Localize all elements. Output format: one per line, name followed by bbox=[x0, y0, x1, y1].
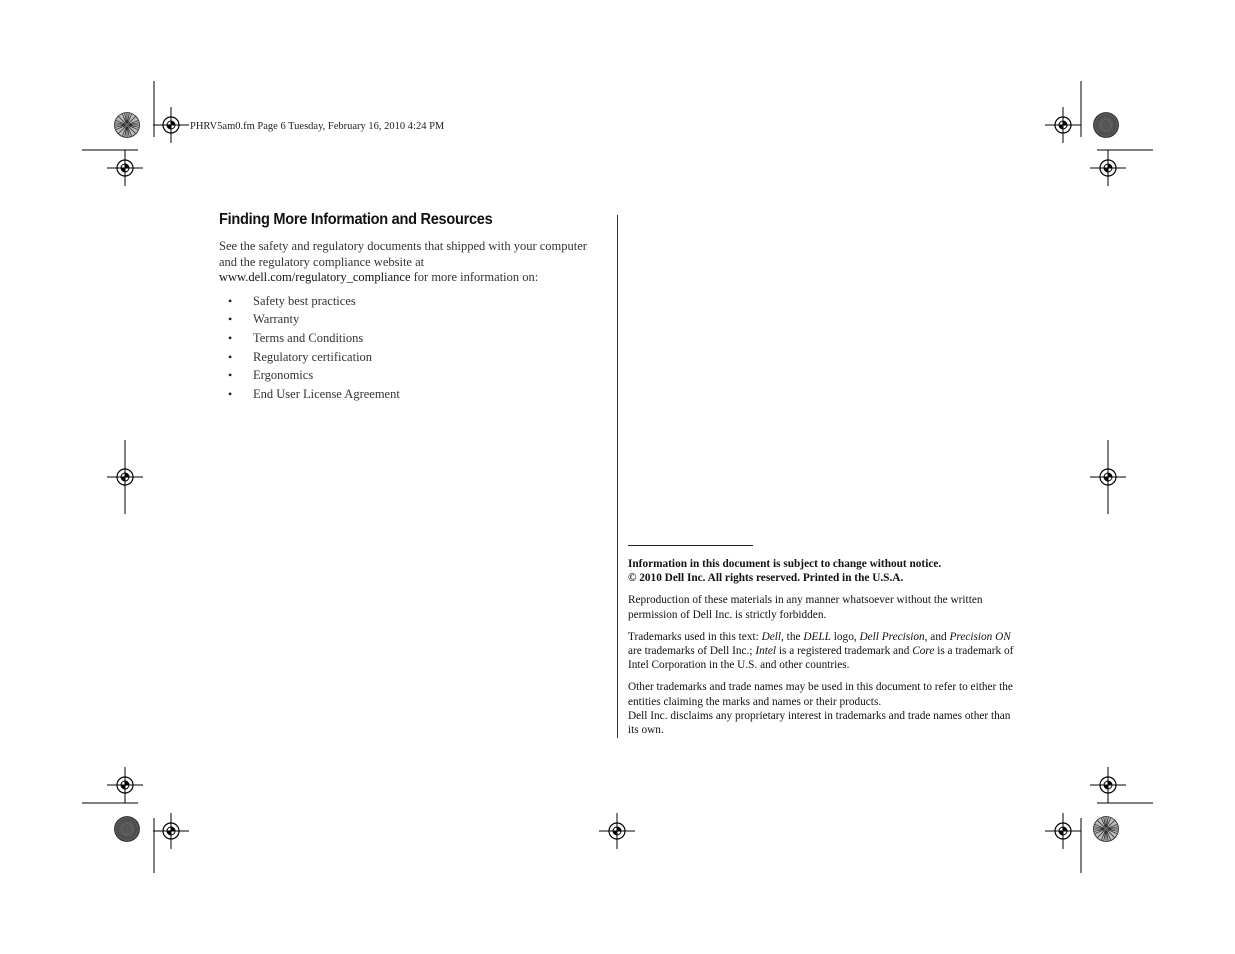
regulatory-compliance-link[interactable]: www.dell.com/regulatory_compliance bbox=[219, 270, 411, 284]
bullet-icon: • bbox=[228, 349, 233, 364]
trademark-notice: Trademarks used in this text: Dell, the DELL logo, Dell Precision, and Precision ON are trademarks of Dell Inc.; Intel is a registered trademark and Core is a trademark of Intel Corporation in the U.S. and other countries. bbox=[628, 630, 1014, 672]
list-item: • Terms and Conditions bbox=[219, 329, 609, 348]
resource-list bbox=[219, 292, 609, 404]
document-slug-line: PHRV5am0.fm Page 6 Tuesday, February 16, 2010 4:24 PM bbox=[190, 121, 445, 132]
intro-line-1: See the safety and regulatory documents that shipped with your computer bbox=[219, 239, 587, 253]
bullet-icon: • bbox=[228, 293, 233, 308]
list-item: • End User License Agreement bbox=[219, 385, 609, 404]
reproduction-notice: Reproduction of these materials in any manner whatsoever without the written permission of Dell Inc. is strictly forbidden. bbox=[628, 594, 983, 621]
list-item: • Regulatory certification bbox=[219, 348, 609, 367]
bullet-icon: • bbox=[228, 368, 233, 383]
other-trademarks-notice: Other trademarks and trade names may be used in this document to refer to either the entities claiming the marks and names or their products. Dell Inc. disclaims any proprietary interest in trademarks and trade names other than its own. bbox=[628, 681, 1013, 737]
list-item: • Ergonomics bbox=[219, 366, 609, 385]
bullet-icon: • bbox=[228, 387, 233, 402]
bullet-icon: • bbox=[228, 330, 233, 345]
column-divider bbox=[617, 215, 618, 738]
main-column bbox=[219, 211, 609, 404]
intro-paragraph bbox=[219, 239, 609, 286]
footnote-rule bbox=[628, 545, 753, 546]
legal-notice bbox=[628, 557, 1018, 745]
intro-after-url: for more information on: bbox=[410, 270, 539, 284]
section-heading: Finding More Information and Resources bbox=[219, 211, 493, 228]
list-item: • Safety best practices bbox=[219, 292, 609, 311]
list-item: • Warranty bbox=[219, 310, 609, 329]
change-notice: Information in this document is subject to change without notice. © 2010 Dell Inc. All rights reserved. Printed in the U.S.A. bbox=[628, 558, 942, 585]
bullet-icon: • bbox=[228, 312, 233, 327]
intro-line-2: and the regulatory compliance website at bbox=[219, 254, 425, 269]
